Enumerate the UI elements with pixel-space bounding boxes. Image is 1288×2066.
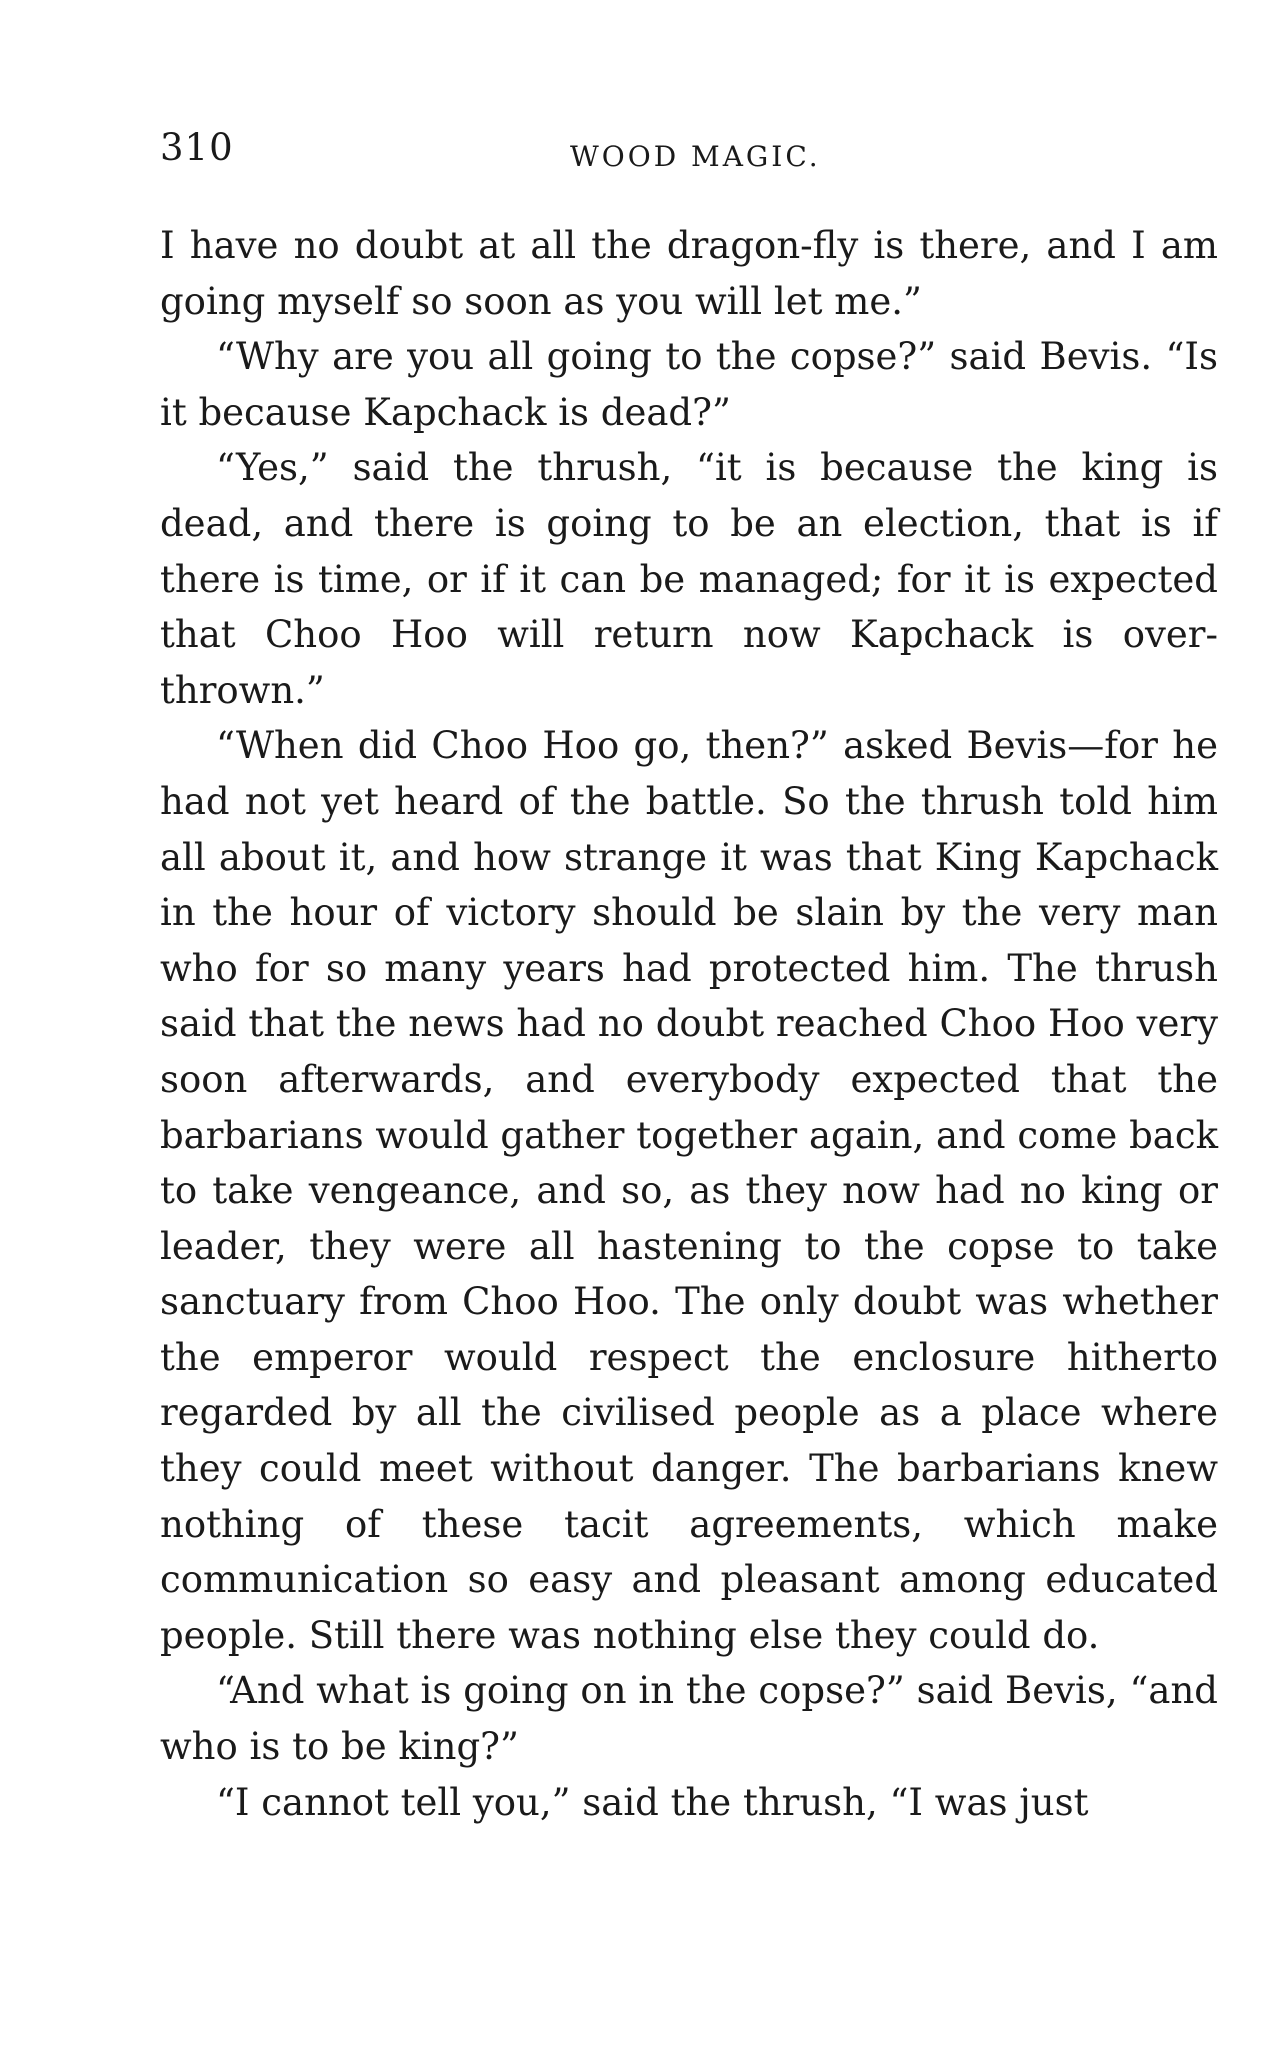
running-title: WOOD MAGIC. [570, 140, 821, 173]
page-number: 310 [160, 126, 234, 169]
paragraph-continuation: I have no doubt at all the dragon-fly is there, and I am going myself so soon as you will let me.” [160, 224, 1218, 323]
paragraph: “Why are you all going to the copse?” said Bevis. “Is it because Kapchack is dead?” [160, 335, 1218, 434]
paragraph: “Yes,” said the thrush, “it is because the king is dead, and there is going to be an election, that is if there is time, or if it can be managed; for it is expected that Choo Hoo will return now Kapchack is overthrown.” [160, 446, 1218, 712]
paragraph: “When did Choo Hoo go, then?” asked Bevis—for he had not yet heard of the battle. So the thrush told him all about it, and how strange it was that King Kapchack in the hour of victory should be slain by the very man who for so many years had protected him. The thrush said that the news had no doubt reached Choo Hoo very soon afterwards, and everybody expected that the barbarians would gather together again, and come back to take vengeance, and so, as they now had no king or leader, they were all hastening to the copse to take sanctuary from Choo Hoo. The only doubt was whether the emperor would respect the enclosure hitherto regarded by all the civilised people as a place where they could meet without danger. The barbarians knew nothing of these tacit agreements, which make communication so easy and pleasant among educated people. Still there was nothing else they could do. [160, 724, 1218, 1657]
body-text [160, 218, 1218, 1830]
paragraph: “And what is going on in the copse?” said Bevis, “and who is to be king?” [160, 1669, 1218, 1769]
paragraph-last: “I cannot tell you,” said the thrush, “I was just [216, 1780, 1089, 1824]
running-head [160, 126, 1218, 186]
